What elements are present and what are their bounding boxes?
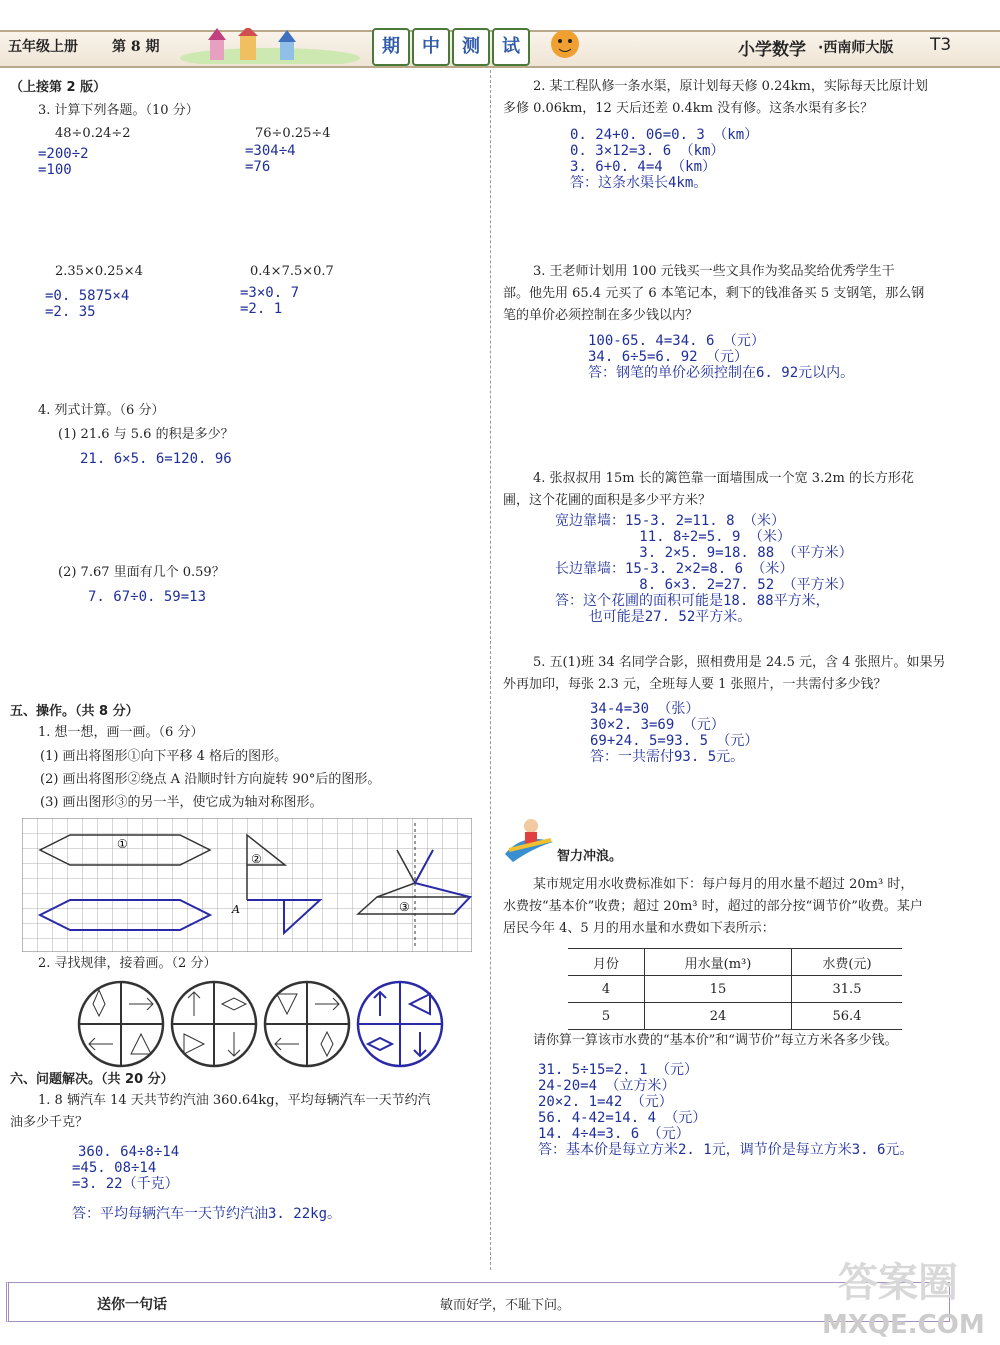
rq2-answer: 0. 24+0. 06=0. 3 （km） 0. 3×12=3. 6 （km） 3. 6+0. 4=4 （km） 答：这条水渠长4km。 bbox=[570, 127, 759, 191]
footer-quote: 敏而好学，不耻下问。 bbox=[440, 1298, 571, 1313]
svg-text:答案圈: 答案圈 bbox=[838, 1260, 958, 1306]
page-header bbox=[0, 26, 1000, 68]
op2-title: 2. 寻找规律，接着画。（2 分） bbox=[38, 956, 217, 971]
surf-text: 某市规定用水收费标准如下：每户每月的用水量不超过 20m³ 时， 水费按“基本价”收费；超过 20m³ 时，超过的部分按“调节价”收费。某户 居民今年 4、5 月的用水量和水费如下表所示： bbox=[503, 877, 923, 936]
tiger-mascot-icon bbox=[540, 26, 590, 66]
calc-steps: =0. 5875×4 =2. 35 bbox=[45, 288, 130, 320]
q3-title: 3. 计算下列各题。（10 分） bbox=[38, 103, 199, 118]
shape-label: ① bbox=[117, 837, 128, 851]
watermark-logo-icon bbox=[838, 1256, 988, 1308]
pattern-circle-1 bbox=[79, 982, 163, 1066]
table-cell: 15 bbox=[645, 976, 792, 1003]
table-cell: 4 bbox=[568, 976, 645, 1003]
table-cell: 56.4 bbox=[792, 1003, 903, 1030]
grade-label: 五年级上册 bbox=[8, 39, 78, 55]
continued-note: （上接第 2 版） bbox=[10, 80, 107, 95]
surf-title: 智力冲浪。 bbox=[557, 849, 623, 864]
section-5-title: 五、操作。（共 8 分） bbox=[10, 704, 139, 719]
issue-label: 第 8 期 bbox=[112, 39, 160, 55]
water-table bbox=[568, 948, 902, 1030]
calc-steps: =3×0. 7 =2. 1 bbox=[240, 285, 300, 317]
op1-item: (2) 画出将图形②绕点 A 沿顺时针方向旋转 90°后的图形。 bbox=[40, 772, 381, 787]
tab-shi: 试 bbox=[492, 28, 530, 66]
table-header-row bbox=[568, 949, 902, 976]
rq3-text: 3. 王老师计划用 100 元钱买一些文具作为奖品奖给优秀学生干 部。他先用 65.4 元买了 6 本笔记本，剩下的钱准备买 5 支钢笔，那么钢 笔的单价必须控制在多少钱以内？ bbox=[503, 264, 925, 323]
op1-item: (3) 画出图形③的另一半，使它成为轴对称图形。 bbox=[40, 795, 323, 810]
calc-steps: =200÷2 =100 bbox=[38, 146, 89, 178]
column-divider bbox=[490, 70, 491, 1270]
calc-expr: 0.4×7.5×0.7 bbox=[250, 264, 334, 279]
footer-label: 送你一句话 bbox=[97, 1297, 167, 1313]
pq1-text: 1. 8 辆汽车 14 天共节约汽油 360.64kg，平均每辆汽车一天节约汽 油多少千克？ bbox=[10, 1093, 431, 1130]
castle-illustration bbox=[180, 28, 360, 64]
calc-expr: 76÷0.25÷4 bbox=[255, 126, 331, 141]
rq3-answer: 100-65. 4=34. 6 （元） 34. 6÷5=6. 92 （元） 答：钢笔的单价必须控制在6. 92元以内。 bbox=[588, 333, 855, 381]
table-row bbox=[568, 1003, 902, 1030]
watermark: MXQE.COM bbox=[822, 1310, 985, 1340]
point-a-label: A bbox=[232, 903, 240, 916]
rq2-text: 2. 某工程队修一条水渠，原计划每天修 0.24km，实际每天比原计划 多修 0.06km，12 天后还差 0.4km 没有修。这条水渠有多长？ bbox=[503, 79, 928, 116]
pq1-final: 答：平均每辆汽车一天节约汽油3. 22kg。 bbox=[72, 1206, 342, 1222]
surfer-icon bbox=[503, 812, 557, 864]
q4-1-answer: 21. 6×5. 6=120. 96 bbox=[80, 451, 232, 467]
pattern-circles bbox=[76, 980, 446, 1070]
pattern-circle-2 bbox=[172, 982, 256, 1066]
table-header: 用水量(m³) bbox=[645, 949, 792, 976]
calc-expr: 48÷0.24÷2 bbox=[55, 126, 131, 141]
calc-expr: 2.35×0.25×4 bbox=[55, 264, 143, 279]
tab-ce: 测 bbox=[452, 28, 490, 66]
subject-label: 小学数学 bbox=[738, 40, 806, 60]
rq4-text: 4. 张叔叔用 15m 长的篱笆靠一面墙围成一个宽 3.2m 的长方形花 圃，这个花圃的面积是多少平方米？ bbox=[503, 471, 914, 508]
surf-question: 请你算一算该市水费的“基本价”和“调节价”每立方米各多少钱。 bbox=[533, 1033, 898, 1048]
tab-qi: 期 bbox=[372, 28, 410, 66]
op1-item: (1) 画出将图形①向下平移 4 格后的图形。 bbox=[40, 749, 288, 764]
pattern-circle-4 bbox=[358, 982, 442, 1066]
q4-title: 4. 列式计算。（6 分） bbox=[38, 403, 165, 418]
q4-2-answer: 7. 67÷0. 59=13 bbox=[88, 589, 207, 605]
op1-title: 1. 想一想，画一画。（6 分） bbox=[38, 725, 204, 740]
calc-steps: =304÷4 =76 bbox=[245, 143, 296, 175]
table-header: 月份 bbox=[568, 949, 645, 976]
table-cell: 31.5 bbox=[792, 976, 903, 1003]
page-code: T3 bbox=[930, 35, 952, 55]
rq5-text: 5. 五(1)班 34 名同学合影，照相费用是 24.5 元，含 4 张照片。如果另 外再加印，每张 2.3 元，全班每人要 1 张照片，一共需付多少钱？ bbox=[503, 655, 946, 692]
section-6-title: 六、问题解决。（共 20 分） bbox=[10, 1072, 174, 1087]
tab-zhong: 中 bbox=[412, 28, 450, 66]
table-cell: 24 bbox=[645, 1003, 792, 1030]
shape-label: ② bbox=[251, 852, 262, 866]
rq5-answer: 34-4=30 （张） 30×2. 3=69 （元） 69+24. 5=93. 5 （元） 答：一共需付93. 5元。 bbox=[590, 701, 759, 765]
shape-label: ③ bbox=[399, 900, 410, 914]
q4-1-text: (1) 21.6 与 5.6 的积是多少？ bbox=[58, 427, 234, 442]
surf-answer: 31. 5÷15=2. 1 （元） 24-20=4 （立方米） 20×2. 1=42 （元） 56. 4-42=14. 4 （元） 14. 4÷4=3. 6 （元） 答：基本价是每立方米2. 1元，调节价是每立方米3. 6元。 bbox=[538, 1062, 914, 1158]
table-header: 水费(元) bbox=[792, 949, 903, 976]
pattern-circle-3 bbox=[265, 982, 349, 1066]
edition-label: ·西南师大版 bbox=[818, 40, 894, 56]
rq4-answer: 宽边靠墙：15-3. 2=11. 8 （米） 11. 8÷2=5. 9 （米） 3. 2×5. 9=18. 88 （平方米） 长边靠墙：15-3. 2×2=8. 6 （米） 8. 6×3. 2=27. 52 （平方米） 答：这个花圃的面积可能是18. 88平方米， 也可能是27. 52平方米。 bbox=[555, 513, 853, 625]
q4-2-text: (2) 7.67 里面有几个 0.59？ bbox=[58, 565, 225, 580]
grid-figure bbox=[22, 818, 472, 952]
pq1-answer: 360. 64÷8÷14 =45. 08÷14 =3. 22（千克） bbox=[72, 1144, 180, 1192]
table-cell: 5 bbox=[568, 1003, 645, 1030]
table-row bbox=[568, 976, 902, 1003]
